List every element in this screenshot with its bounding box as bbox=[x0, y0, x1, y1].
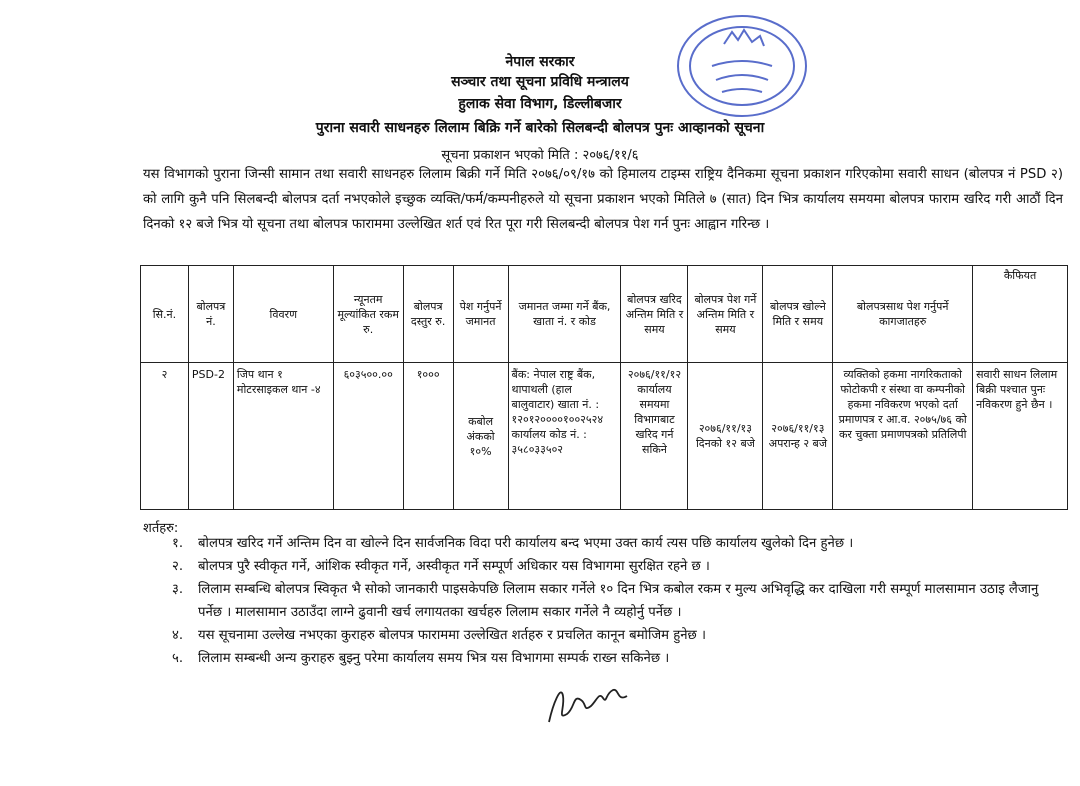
col-header-submit-deadline: बोलपत्र पेश गर्ने अन्तिम मिति र समय bbox=[688, 266, 763, 363]
condition-text: लिलाम सम्बन्धी अन्य कुराहरु बुझ्नु परेमा कार्यालय समय भित्र यस विभागमा सम्पर्क राख्न सकिनेछ । bbox=[198, 651, 670, 666]
department-title: हुलाक सेवा विभाग, डिल्लीबजार bbox=[458, 96, 622, 112]
col-header-guarantee: पेश गर्नुपर्ने जमानत bbox=[453, 266, 508, 363]
cell-remarks: सवारी साधन लिलाम बिक्री पश्चात पुनः नविकरण हुने छैन । bbox=[973, 363, 1068, 510]
conditions-list bbox=[172, 532, 1042, 670]
col-header-sn: सि.नं. bbox=[141, 266, 189, 363]
bid-details-table bbox=[140, 265, 1068, 510]
conditions-heading: शर्तहरु: bbox=[143, 521, 179, 536]
col-header-bid-no: बोलपत्र नं. bbox=[188, 266, 233, 363]
intro-paragraph: यस विभागको पुराना जिन्सी सामान तथा सवारी साधनहरु लिलाम बिक्री गर्ने मिति २०७६/०९/१७ को हिमालय टाइम्स राष्ट्रिय दैनिकमा सूचना प्रकाशन गरिएकोमा सवारी साधन (बोलपत्र नं PSD २) को लागि कुनै पनि सिलबन्दी बोलपत्र दर्ता नभएकोले इच्छुक व्यक्ति/फर्म/कम्पनीहरुले यो सूचना प्रकाशन भएको मितिले ७ (सात) दिन भित्र कार्यालय समयमा बोलपत्र फाराम खरिद गरी आठौं दिन दिनको १२ बजे भित्र यो सूचना तथा बोलपत्र फाराममा उल्लेखित शर्त एवं रित पूरा गरी सिलबन्दी बोलपत्र पेश गर्न पुनः आह्वान गरिन्छ । bbox=[143, 167, 1064, 232]
stamp-seal-icon bbox=[678, 16, 806, 116]
condition-item bbox=[172, 578, 1042, 624]
cell-purchase-deadline: २०७६/११/१२ कार्यालय समयमा विभागबाट खरिद गर्न सकिने bbox=[621, 363, 688, 510]
col-header-purchase-deadline: बोलपत्र खरिद अन्तिम मिति र समय bbox=[621, 266, 688, 363]
cell-bid-no: PSD-2 bbox=[188, 363, 233, 510]
cell-bank: बैंक: नेपाल राष्ट्र बैंक, थापाथली (हाल बालुवाटार) खाता नं. : १२०१२००००१००२५२४ कार्यालय कोड नं. : ३५८०३३५०२ bbox=[508, 363, 621, 510]
condition-text: यस सूचनामा उल्लेख नभएका कुराहरु बोलपत्र फाराममा उल्लेखित शर्तहरु र प्रचलित कानून बमोजिम हुनेछ । bbox=[198, 628, 706, 643]
cell-min-amount: ६०३५००.०० bbox=[333, 363, 403, 510]
col-header-bank: जमानत जम्मा गर्ने बैंक, खाता नं. र कोड bbox=[508, 266, 621, 363]
government-title: नेपाल सरकार bbox=[505, 54, 575, 70]
cell-sn: २ bbox=[141, 363, 189, 510]
notice-title: पुराना सवारी साधनहरु लिलाम बिक्रि गर्ने बारेको सिलबन्दी बोलपत्र पुनः आव्हानको सूचना bbox=[315, 120, 765, 136]
condition-number: १. bbox=[172, 536, 184, 551]
condition-item bbox=[172, 647, 1042, 670]
condition-item bbox=[172, 624, 1042, 647]
col-header-documents: बोलपत्रसाथ पेश गर्नुपर्ने कागजातहरु bbox=[833, 266, 973, 363]
condition-item bbox=[172, 532, 1042, 555]
cell-description: जिप थान १ मोटरसाइकल थान -४ bbox=[233, 363, 333, 510]
cell-opening: २०७६/११/१३ अपरान्ह २ बजे bbox=[763, 363, 833, 510]
col-header-description: विवरण bbox=[233, 266, 333, 363]
official-stamp bbox=[672, 4, 812, 124]
condition-text: बोलपत्र खरिद गर्ने अन्तिम दिन वा खोल्ने दिन सार्वजनिक विदा परी कार्यालय बन्द भएमा उक्त कार्य त्यस पछि कार्यालय खुलेको दिन हुनेछ । bbox=[198, 536, 854, 551]
condition-number: ३. bbox=[172, 582, 184, 597]
condition-number: ४. bbox=[172, 628, 184, 643]
table-header-row bbox=[141, 266, 1068, 363]
cell-guarantee: कबोल अंकको १०% bbox=[453, 363, 508, 510]
col-header-min-amount: न्यूनतम मूल्यांकित रकम रु. bbox=[333, 266, 403, 363]
signature bbox=[543, 674, 633, 729]
ministry-title: सञ्चार तथा सूचना प्रविधि मन्त्रालय bbox=[451, 74, 629, 90]
signature-scribble-icon bbox=[549, 690, 627, 722]
condition-number: ५. bbox=[172, 651, 184, 666]
condition-text: लिलाम सम्बन्धि बोलपत्र स्विकृत भै सोको जानकारी पाइसकेपछि लिलाम सकार गर्नेले १० दिन भित्र कबोल रकम र मुल्य अभिवृद्धि कर दाखिला गरी सम्पूर्ण मालसामान उठाइ लैजानु पर्नेछ । मालसामान उठाउँदा लाग्ने ढुवानी खर्च लगायतका खर्चहरु लिलाम सकार गर्नेले नै व्यहोर्नु पर्नेछ । bbox=[198, 582, 1039, 620]
condition-item bbox=[172, 555, 1042, 578]
col-header-opening: बोलपत्र खोल्ने मिति र समय bbox=[763, 266, 833, 363]
condition-text: बोलपत्र पुरै स्वीकृत गर्ने, आंशिक स्वीकृत गर्ने, अस्वीकृत गर्ने सम्पूर्ण अधिकार यस विभागमा सुरक्षित रहने छ । bbox=[198, 559, 710, 574]
publication-date: सूचना प्रकाशन भएको मिति : २०७६/११/६ bbox=[441, 148, 639, 163]
col-header-remarks: कैफियत bbox=[973, 266, 1068, 363]
col-header-fee: बोलपत्र दस्तुर रु. bbox=[403, 266, 453, 363]
cell-submit-deadline: २०७६/११/१३ दिनको १२ बजे bbox=[688, 363, 763, 510]
table-row bbox=[141, 363, 1068, 510]
condition-number: २. bbox=[172, 559, 184, 574]
cell-documents: व्यक्तिको हकमा नागरिकताको फोटोकपी र संस्था वा कम्पनीको हकमा नविकरण भएको दर्ता प्रमाणपत्र र आ.व. २०७५/७६ को कर चुक्ता प्रमाणपत्रको प्रतिलिपी bbox=[833, 363, 973, 510]
cell-fee: १००० bbox=[403, 363, 453, 510]
